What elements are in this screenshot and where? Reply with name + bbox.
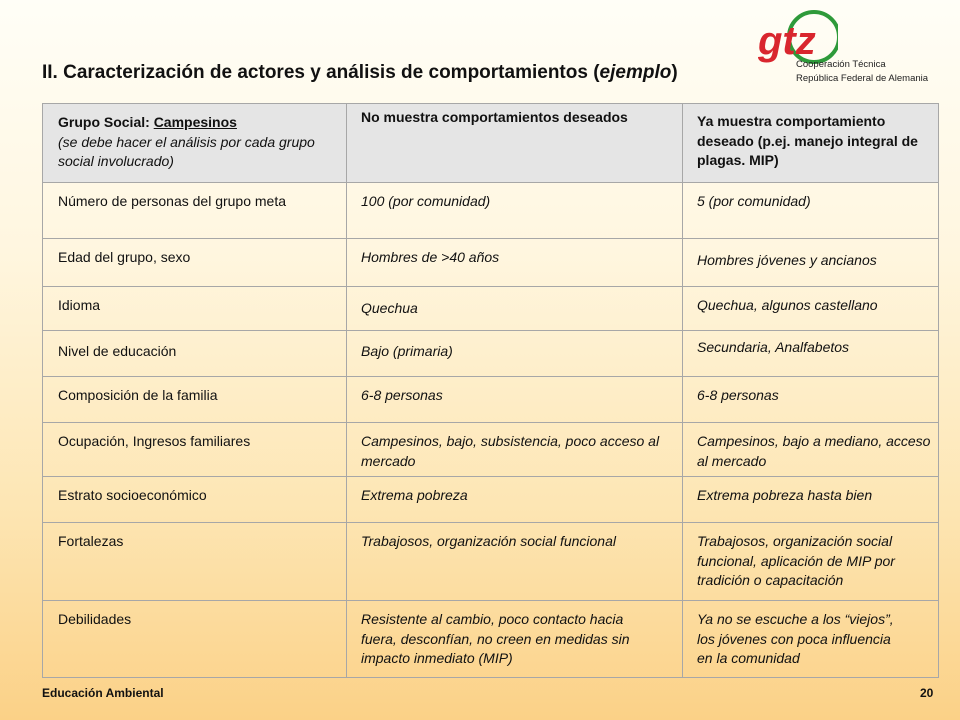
row-label: Nivel de educación [43, 331, 347, 377]
row-no-value: Bajo (primaria) [347, 331, 683, 377]
table-row [43, 601, 939, 678]
row-si-value: Secundaria, Analfabetos [683, 331, 939, 377]
org-name: Cooperación Técnica República Federal de Alemania [796, 59, 929, 84]
row-si-value: Extrema pobreza hasta bien [683, 477, 939, 523]
row-no-value: Quechua [347, 287, 683, 331]
table-row [43, 331, 939, 377]
row-no-value: Resistente al cambio, poco contacto hacia fuera, desconfían, no creen en medidas sin impacto inmediato (MIP) [347, 601, 683, 678]
row-no-value: 6-8 personas [347, 377, 683, 423]
row-si-value: 6-8 personas [683, 377, 939, 423]
row-label: Estrato socioeconómico [43, 477, 347, 523]
row-label: Fortalezas [43, 523, 347, 601]
row-no-value: Campesinos, bajo, subsistencia, poco acceso al mercado [347, 423, 683, 477]
row-si-value: Trabajosos, organización social funcional, aplicación de MIP por tradición o capacitación [683, 523, 939, 601]
row-no-value: Trabajosos, organización social funcional [347, 523, 683, 601]
table-header-row [43, 104, 939, 183]
row-si-value: Campesinos, bajo a mediano, acceso al mercado [683, 423, 939, 477]
row-label: Composición de la familia [43, 377, 347, 423]
header-no-behaviour: No muestra comportamientos deseados [347, 104, 683, 183]
row-label: Debilidades [43, 601, 347, 678]
page-title: II. Caracterización de actores y análisis de comportamientos (ejemplo) [42, 62, 678, 83]
row-label: Ocupación, Ingresos familiares [43, 423, 347, 477]
row-no-value: Hombres de >40 años [347, 239, 683, 287]
table-row [43, 239, 939, 287]
footer-course-title: Educación Ambiental [42, 686, 164, 700]
page-number: 20 [920, 686, 934, 700]
header-behaviour: Ya muestra comportamiento deseado (p.ej. manejo integral de plagas. MIP) [683, 104, 939, 183]
row-si-value: 5 (por comunidad) [683, 183, 939, 239]
actors-table [42, 103, 939, 678]
table-row [43, 287, 939, 331]
table-row [43, 377, 939, 423]
table-row [43, 423, 939, 477]
row-label: Número de personas del grupo meta [43, 183, 347, 239]
row-si-value: Ya no se escuche a los “viejos”, los jóvenes con poca influencia en la comunidad [683, 601, 939, 678]
row-si-value: Hombres jóvenes y ancianos [683, 239, 939, 287]
table-row [43, 183, 939, 239]
row-no-value: Extrema pobreza [347, 477, 683, 523]
table-row [43, 523, 939, 601]
table-row [43, 477, 939, 523]
svg-text:gtz: gtz [758, 19, 816, 63]
row-si-value: Quechua, algunos castellano [683, 287, 939, 331]
row-label: Idioma [43, 287, 347, 331]
header-group-cell: Grupo Social: Campesinos (se debe hacer el análisis por cada grupo social involucrado) [43, 104, 347, 183]
row-no-value: 100 (por comunidad) [347, 183, 683, 239]
row-label: Edad del grupo, sexo [43, 239, 347, 287]
